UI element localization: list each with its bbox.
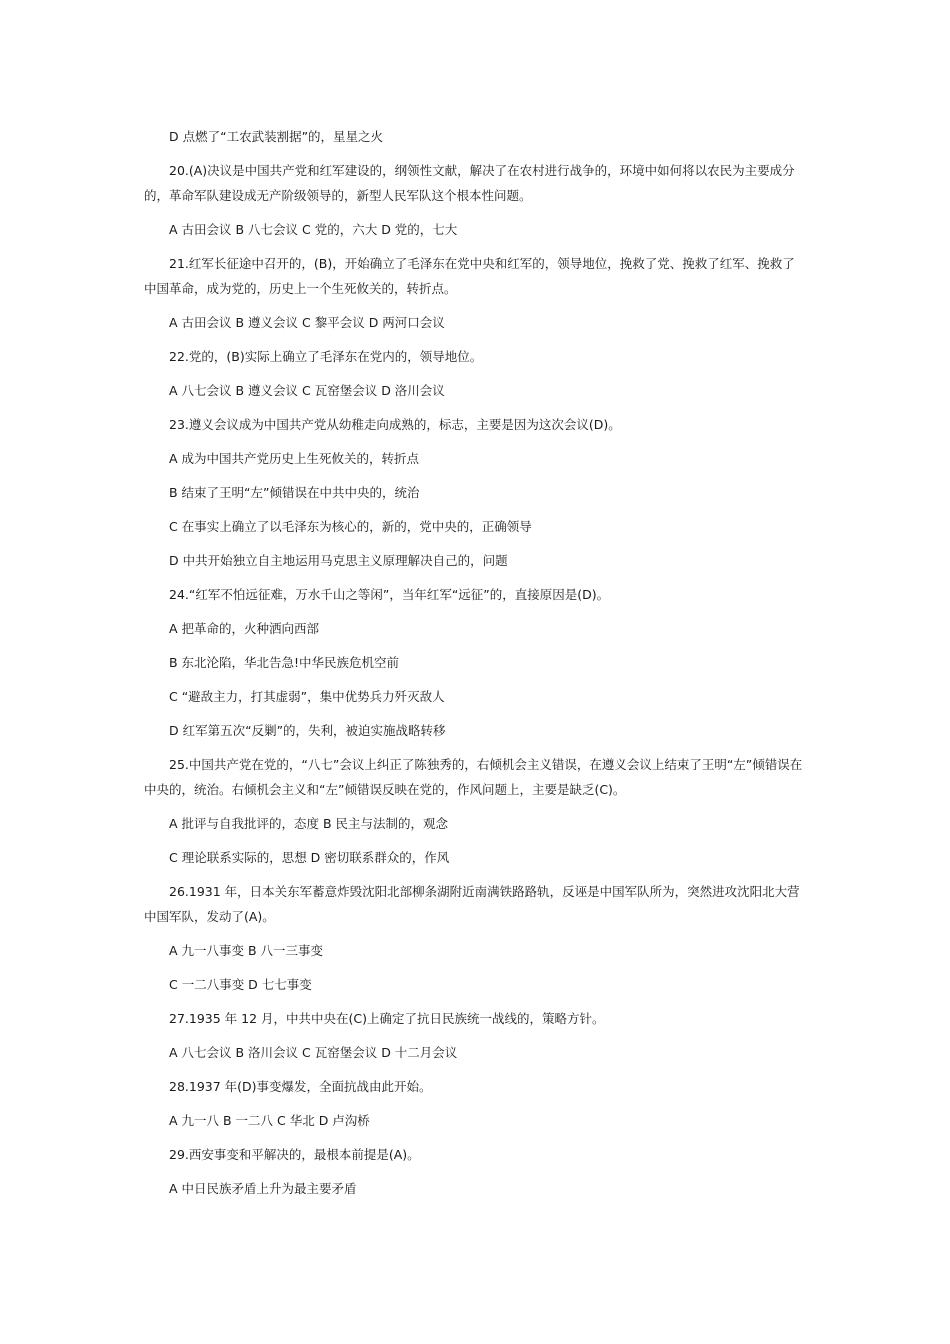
paragraph: 25.中国共产党在党的，“八七”会议上纠正了陈独秀的，右倾机会主义错误，在遵义会议上结束了王明“左”倾错误在中央的，统治。右倾机会主义和“左”倾错误反映在党的，作风问题上，主要是缺乏(C)。	[144, 757, 803, 797]
paragraph: D 红军第五次“反剿”的，失利，被迫实施战略转移	[169, 723, 446, 738]
paragraph: A 古田会议 B 遵义会议 C 黎平会议 D 两河口会议	[169, 315, 445, 330]
paragraph: 24.“红军不怕远征难，万水千山之等闲”，当年红军“远征”的，直接原因是(D)。	[169, 587, 610, 602]
paragraph: A 八七会议 B 洛川会议 C 瓦窑堡会议 D 十二月会议	[169, 1045, 458, 1060]
paragraph: A 成为中国共产党历史上生死攸关的，转折点	[169, 451, 420, 466]
paragraph: B 结束了王明“左”倾错误在中共中央的，统治	[169, 485, 420, 500]
paragraph: C 理论联系实际的，思想 D 密切联系群众的，作风	[169, 850, 450, 865]
paragraph: 28.1937 年(D)事变爆发，全面抗战由此开始。	[169, 1079, 432, 1094]
paragraph: C 在事实上确立了以毛泽东为核心的，新的，党中央的，正确领导	[169, 519, 532, 534]
paragraph: C “避敌主力，打其虚弱”，集中优势兵力歼灭敌人	[169, 689, 445, 704]
paragraph: A 八七会议 B 遵义会议 C 瓦窑堡会议 D 洛川会议	[169, 383, 445, 398]
paragraph: A 批评与自我批评的，态度 B 民主与法制的，观念	[169, 816, 449, 831]
paragraph: B 东北沦陷，华北告急!中华民族危机空前	[169, 655, 400, 670]
paragraph: A 古田会议 B 八七会议 C 党的，六大 D 党的，七大	[169, 222, 458, 237]
paragraph: 23.遵义会议成为中国共产党从幼稚走向成熟的，标志，主要是因为这次会议(D)。	[169, 417, 621, 432]
paragraph: D 中共开始独立自主地运用马克思主义原理解决自己的，问题	[169, 553, 508, 568]
paragraph: A 九一八 B 一二八 C 华北 D 卢沟桥	[169, 1113, 370, 1128]
paragraph: A 把革命的，火种洒向西部	[169, 621, 320, 636]
paragraph: 22.党的，(B)实际上确立了毛泽东在党内的，领导地位。	[169, 349, 483, 364]
paragraph: C 一二八事变 D 七七事变	[169, 977, 312, 992]
paragraph: A 中日民族矛盾上升为最主要矛盾	[169, 1181, 357, 1196]
paragraph: 29.西安事变和平解决的，最根本前提是(A)。	[169, 1147, 420, 1162]
paragraph: 20.(A)决议是中国共产党和红军建设的，纲领性文献，解决了在农村进行战争的，环境中如何将以农民为主要成分的，革命军队建设成无产阶级领导的，新型人民军队这个根本性问题。	[144, 163, 795, 203]
paragraph: 21.红军长征途中召开的，(B)，开始确立了毛泽东在党中央和红军的，领导地位，挽救了党、挽救了红军、挽救了中国革命，成为党的，历史上一个生死攸关的，转折点。	[144, 256, 795, 296]
paragraph: 27.1935 年 12 月，中共中央在(C)上确定了抗日民族统一战线的，策略方针。	[169, 1011, 605, 1026]
paragraph: 26.1931 年，日本关东军蓄意炸毁沈阳北部柳条湖附近南满铁路路轨，反诬是中国军队所为，突然进攻沈阳北大营中国军队，发动了(A)。	[144, 884, 800, 924]
paragraph: D 点燃了“工农武装割据”的，星星之火	[169, 129, 384, 144]
document-page	[144, 0, 806, 1201]
paragraph: A 九一八事变 B 八一三事变	[169, 943, 324, 958]
